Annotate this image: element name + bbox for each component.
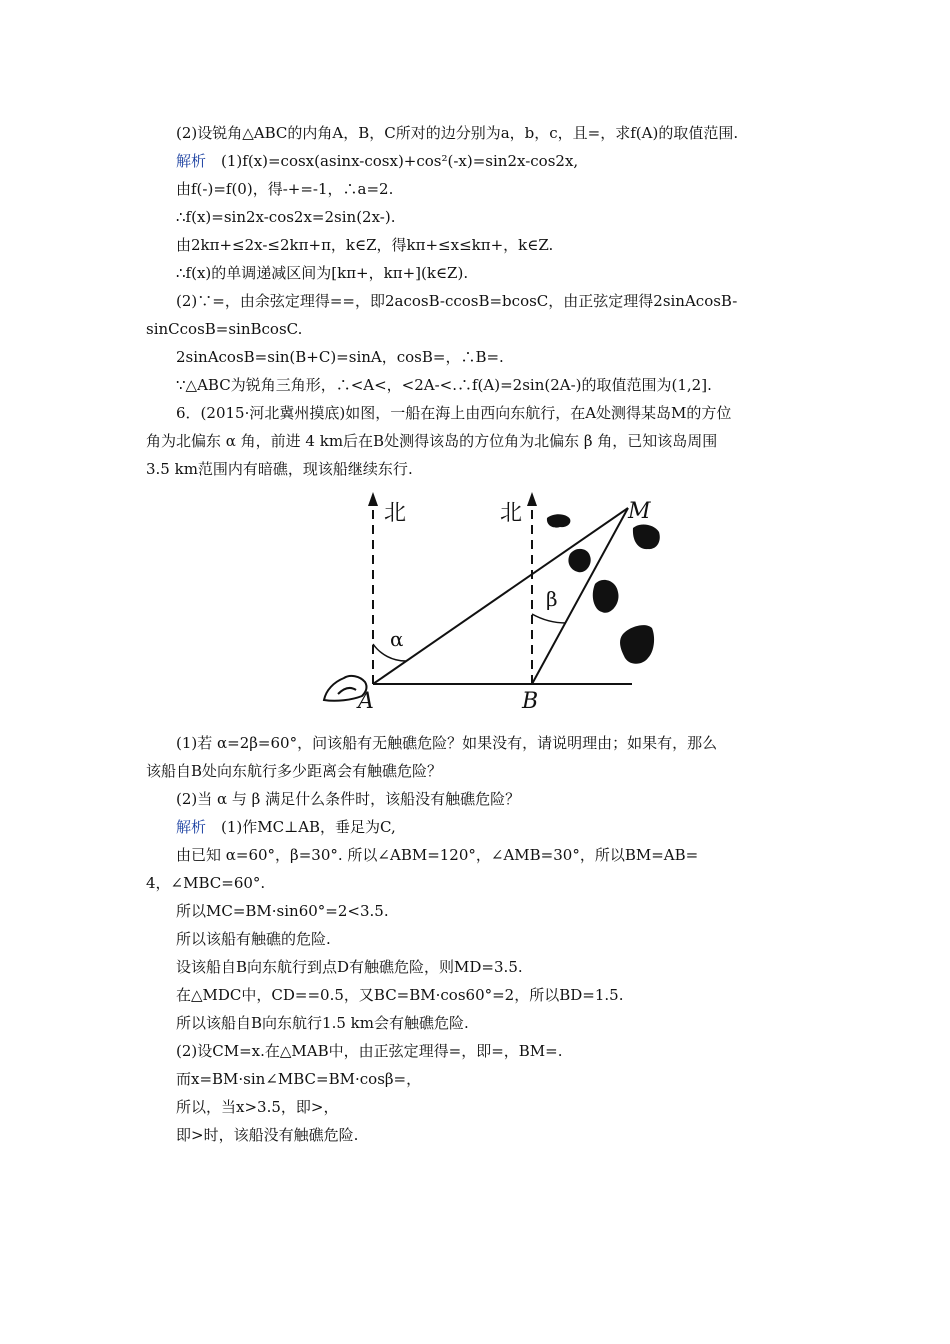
question-part2: (2)设锐角△ABC的内角A，B，C所对的边分别为a，b，c，且=，求f(A)的取值范围. [176,124,739,142]
question-6-line: 3.5 km范围内有暗礁，现该船继续东行. [146,460,413,478]
point-m-label: M [628,499,651,524]
solution-line: ∴f(x)的单调递减区间为[kπ+，kπ+](k∈Z). [176,264,469,282]
diagram-svg [310,488,660,718]
question-6-sub1: (1)若 α=2β=60°，问该船有无触礁危险？如果没有，请说明理由；如果有，那么 [176,734,718,752]
north-arrow-b [527,492,537,506]
north-label-b: 北 [500,501,523,526]
north-label-a: 北 [384,501,407,526]
solution-label: 解析 [176,152,207,170]
solution-line: (2)∵=，由余弦定理得==，即2acosB-ccosB=bcosC，由正弦定理得2sinAcosB- [176,292,738,310]
reef-shape [633,525,660,550]
solution-line: 由f(-)=f(0)，得-+=-1，∴a=2. [176,180,394,198]
solution-line: 即>时，该船没有触礁危险. [176,1126,359,1144]
solution-line: ∵△ABC为锐角三角形，∴<A<，<2A-<.∴f(A)=2sin(2A-)的取值范围为(1,2]. [176,376,712,394]
solution-line: 所以该船自B向东航行1.5 km会有触礁危险. [176,1014,469,1032]
solution-line: 由2kπ+≤2x-≤2kπ+π，k∈Z，得kπ+≤x≤kπ+，k∈Z. [176,236,554,254]
solution-line: ∴f(x)=sin2x-cos2x=2sin(2x-). [176,208,396,226]
solution-label: 解析 [176,818,207,836]
solution-line: 设该船自B向东航行到点D有触礁危险，则MD=3.5. [176,958,523,976]
reef-shape [547,514,570,527]
solution-line: 所以，当x>3.5，即>， [176,1098,339,1116]
question-6-sub1: 该船自B处向东航行多少距离会有触礁危险？ [146,762,443,780]
reef-shape [593,580,619,613]
solution-line: 所以MC=BM·sin60°=2<3.5. [176,902,389,920]
reef-shape [568,549,590,572]
island-a-shade [338,688,356,694]
solution-line: 解析 (1)f(x)=cosx(asinx-cosx)+cos²(-x)=sin2x-cos2x, [176,152,579,170]
solution-line: 解析 (1)作MC⊥AB，垂足为C, [176,818,396,836]
angle-beta-arc [532,614,566,623]
north-arrow-a [368,492,378,506]
solution-line: sinCcosB=sinBcosC. [146,320,303,338]
solution-line: (2)设CM=x.在△MAB中，由正弦定理得=，即=，BM=. [176,1042,563,1060]
solution-line: 2sinAcosB=sin(B+C)=sinA，cosB=，∴B=. [176,348,504,366]
solution-line: 在△MDC中，CD==0.5，又BC=BM·cos60°=2，所以BD=1.5. [176,986,624,1004]
solution-line: 4，∠MBC=60°. [146,874,266,892]
question-6-line: 角为北偏东 α 角，前进 4 km后在B处测得该岛的方位角为北偏东 β 角，已知该岛周围 [146,432,718,450]
reef-shape [620,625,654,664]
question-6-sub2: (2)当 α 与 β 满足什么条件时，该船没有触礁危险？ [176,790,521,808]
solution-line: 而x=BM·sin∠MBC=BM·cosβ=， [176,1070,422,1088]
navigation-diagram [310,488,660,718]
solution-line: 所以该船有触礁的危险. [176,930,331,948]
point-a-label: A [358,689,374,714]
question-6-line: 6．(2015·河北冀州摸底)如图，一船在海上由西向东航行，在A处测得某岛M的方位 [176,404,732,422]
solution-line: 由已知 α=60°，β=30°. 所以∠ABM=120°，∠AMB=30°，所以BM=AB= [176,846,699,864]
point-b-label: B [522,689,539,714]
angle-beta-label: β [546,587,558,611]
angle-alpha-label: α [390,627,404,651]
segment-am [373,508,628,684]
